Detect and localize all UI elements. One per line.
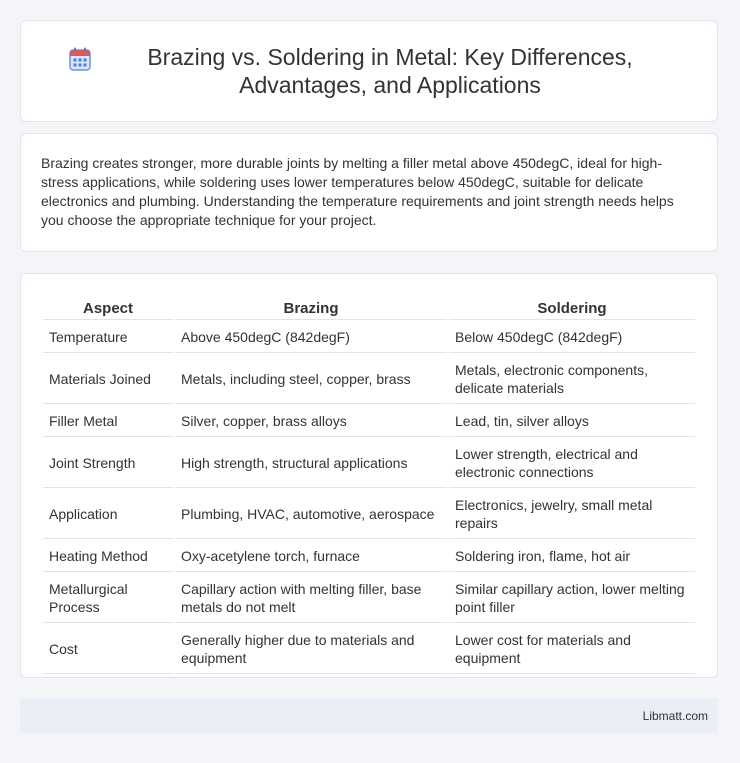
cell-brazing: Metals, including steel, copper, brass xyxy=(175,355,447,404)
cell-brazing: Plumbing, HVAC, automotive, aerospace xyxy=(175,490,447,539)
footer-site-link[interactable]: Libmatt.com xyxy=(642,708,708,723)
cell-aspect: Application xyxy=(43,490,173,539)
table-row xyxy=(43,625,695,674)
intro-card xyxy=(20,133,718,252)
comparison-table-card xyxy=(20,273,718,678)
cell-aspect: Cost xyxy=(43,625,173,674)
page-title: Brazing vs. Soldering in Metal: Key Differences, Advantages, and Applications xyxy=(147,44,633,98)
cell-soldering: Lower cost for materials and equipment xyxy=(449,625,695,674)
cell-soldering: Lower strength, electrical and electronic connections xyxy=(449,439,695,488)
cell-brazing: Oxy-acetylene torch, furnace xyxy=(175,541,447,572)
table-row xyxy=(43,406,695,437)
cell-soldering: Electronics, jewelry, small metal repairs xyxy=(449,490,695,539)
cell-soldering: Lead, tin, silver alloys xyxy=(449,406,695,437)
intro-paragraph: Brazing creates stronger, more durable joints by melting a filler metal above 450degC, ideal for high-stress applications, while soldering uses lower temperatures below 450degC, suitable for delicate electronics and plumbing. Understanding the temperature requirements and joint strength needs helps you choose the appropriate technique for your project. xyxy=(41,155,674,228)
cell-brazing: Capillary action with melting filler, base metals do not melt xyxy=(175,574,447,623)
header-aspect: Aspect xyxy=(43,296,173,320)
cell-aspect: Metallurgical Process xyxy=(43,574,173,623)
table-header-row xyxy=(43,296,695,320)
table-row xyxy=(43,439,695,488)
title-wrap xyxy=(69,43,669,99)
header-soldering: Soldering xyxy=(449,296,695,320)
table-row xyxy=(43,541,695,572)
cell-brazing: Silver, copper, brass alloys xyxy=(175,406,447,437)
table-row xyxy=(43,355,695,404)
cell-brazing: Above 450degC (842degF) xyxy=(175,322,447,353)
header-brazing: Brazing xyxy=(175,296,447,320)
cell-soldering: Similar capillary action, lower melting point filler xyxy=(449,574,695,623)
cell-aspect: Heating Method xyxy=(43,541,173,572)
table-row xyxy=(43,574,695,623)
cell-aspect: Joint Strength xyxy=(43,439,173,488)
cell-aspect: Filler Metal xyxy=(43,406,173,437)
footer xyxy=(20,698,718,733)
comparison-table xyxy=(41,294,697,676)
cell-brazing: High strength, structural applications xyxy=(175,439,447,488)
cell-aspect: Temperature xyxy=(43,322,173,353)
cell-brazing: Generally higher due to materials and equipment xyxy=(175,625,447,674)
table-row xyxy=(43,490,695,539)
cell-soldering: Metals, electronic components, delicate materials xyxy=(449,355,695,404)
table-row xyxy=(43,322,695,353)
cell-soldering: Below 450degC (842degF) xyxy=(449,322,695,353)
cell-soldering: Soldering iron, flame, hot air xyxy=(449,541,695,572)
cell-aspect: Materials Joined xyxy=(43,355,173,404)
calendar-grid-icon xyxy=(69,47,91,71)
title-card xyxy=(20,20,718,122)
